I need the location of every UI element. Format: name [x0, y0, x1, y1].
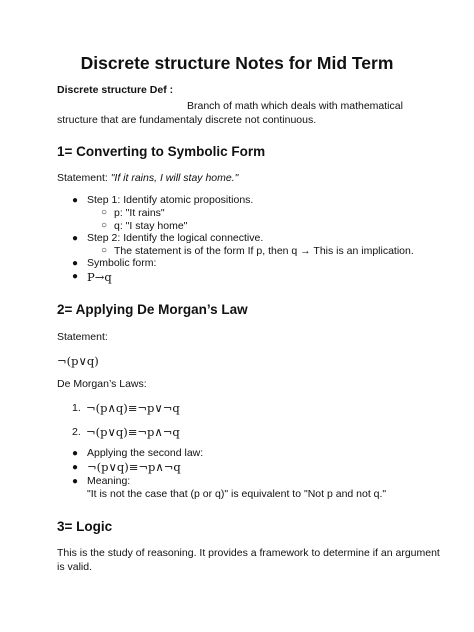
symbolic-expression: P→q: [87, 270, 112, 284]
apply-label: Applying the second law:: [87, 447, 204, 459]
definition-text-line1: Branch of math which deals with mathematical: [187, 100, 403, 112]
definition-text-line2: structure that are fundamentaly discrete not continuous.: [57, 114, 317, 126]
step2-item: Step 2: Identify the logical connective.: [87, 232, 264, 244]
statement-quote: "If it rains, I will stay home.": [110, 172, 239, 184]
section1-heading: 1= Converting to Symbolic Form: [57, 144, 266, 159]
hollow-bullet-icon: ○: [101, 220, 108, 231]
hollow-bullet-icon: ○: [101, 207, 108, 218]
section2-statement-expression: ¬(p∨q): [57, 354, 99, 368]
section3-text-line1: This is the study of reasoning. It provides a framework to determine if an argument: [57, 547, 440, 559]
p-definition: p: "It rains": [114, 207, 165, 219]
law2-number: 2.: [72, 426, 81, 438]
bullet-icon: ●: [72, 476, 79, 487]
step2-subitem: The statement is of the form If p, then q → This is an implication.: [114, 245, 414, 257]
bullet-icon: ●: [72, 258, 79, 269]
section3-heading: 3= Logic: [57, 519, 113, 534]
apply-expression: ¬(p∨q)≡¬p∧¬q: [87, 460, 181, 474]
bullet-icon: ●: [72, 233, 79, 244]
law1-number: 1.: [72, 402, 81, 414]
bullet-icon: ●: [72, 448, 79, 459]
bullet-icon: ●: [72, 271, 79, 282]
bullet-icon: ●: [72, 462, 79, 473]
hollow-bullet-icon: ○: [101, 245, 108, 256]
page-title: Discrete structure Notes for Mid Term: [80, 53, 394, 73]
definition-label: Discrete structure Def :: [57, 84, 174, 96]
section3-text-line2: is valid.: [57, 561, 93, 573]
law2-expression: ¬(p∨q)≡¬p∧¬q: [86, 425, 180, 439]
laws-label: De Morgan’s Laws:: [57, 378, 147, 390]
meaning-text: "It is not the case that (p or q)" is equivalent to "Not p and not q.": [87, 488, 387, 500]
symbolic-label: Symbolic form:: [87, 257, 157, 269]
section2-heading: 2= Applying De Morgan’s Law: [57, 302, 248, 317]
section2-statement-label: Statement:: [57, 331, 108, 343]
bullet-icon: ●: [72, 195, 79, 206]
meaning-label: Meaning:: [87, 475, 131, 487]
section1-statement: [57, 172, 238, 184]
q-definition: q: "I stay home": [114, 220, 188, 232]
law1-expression: ¬(p∧q)≡¬p∨¬q: [86, 401, 180, 415]
statement-label: Statement:: [57, 172, 111, 184]
step1-item: Step 1: Identify atomic propositions.: [87, 194, 254, 206]
